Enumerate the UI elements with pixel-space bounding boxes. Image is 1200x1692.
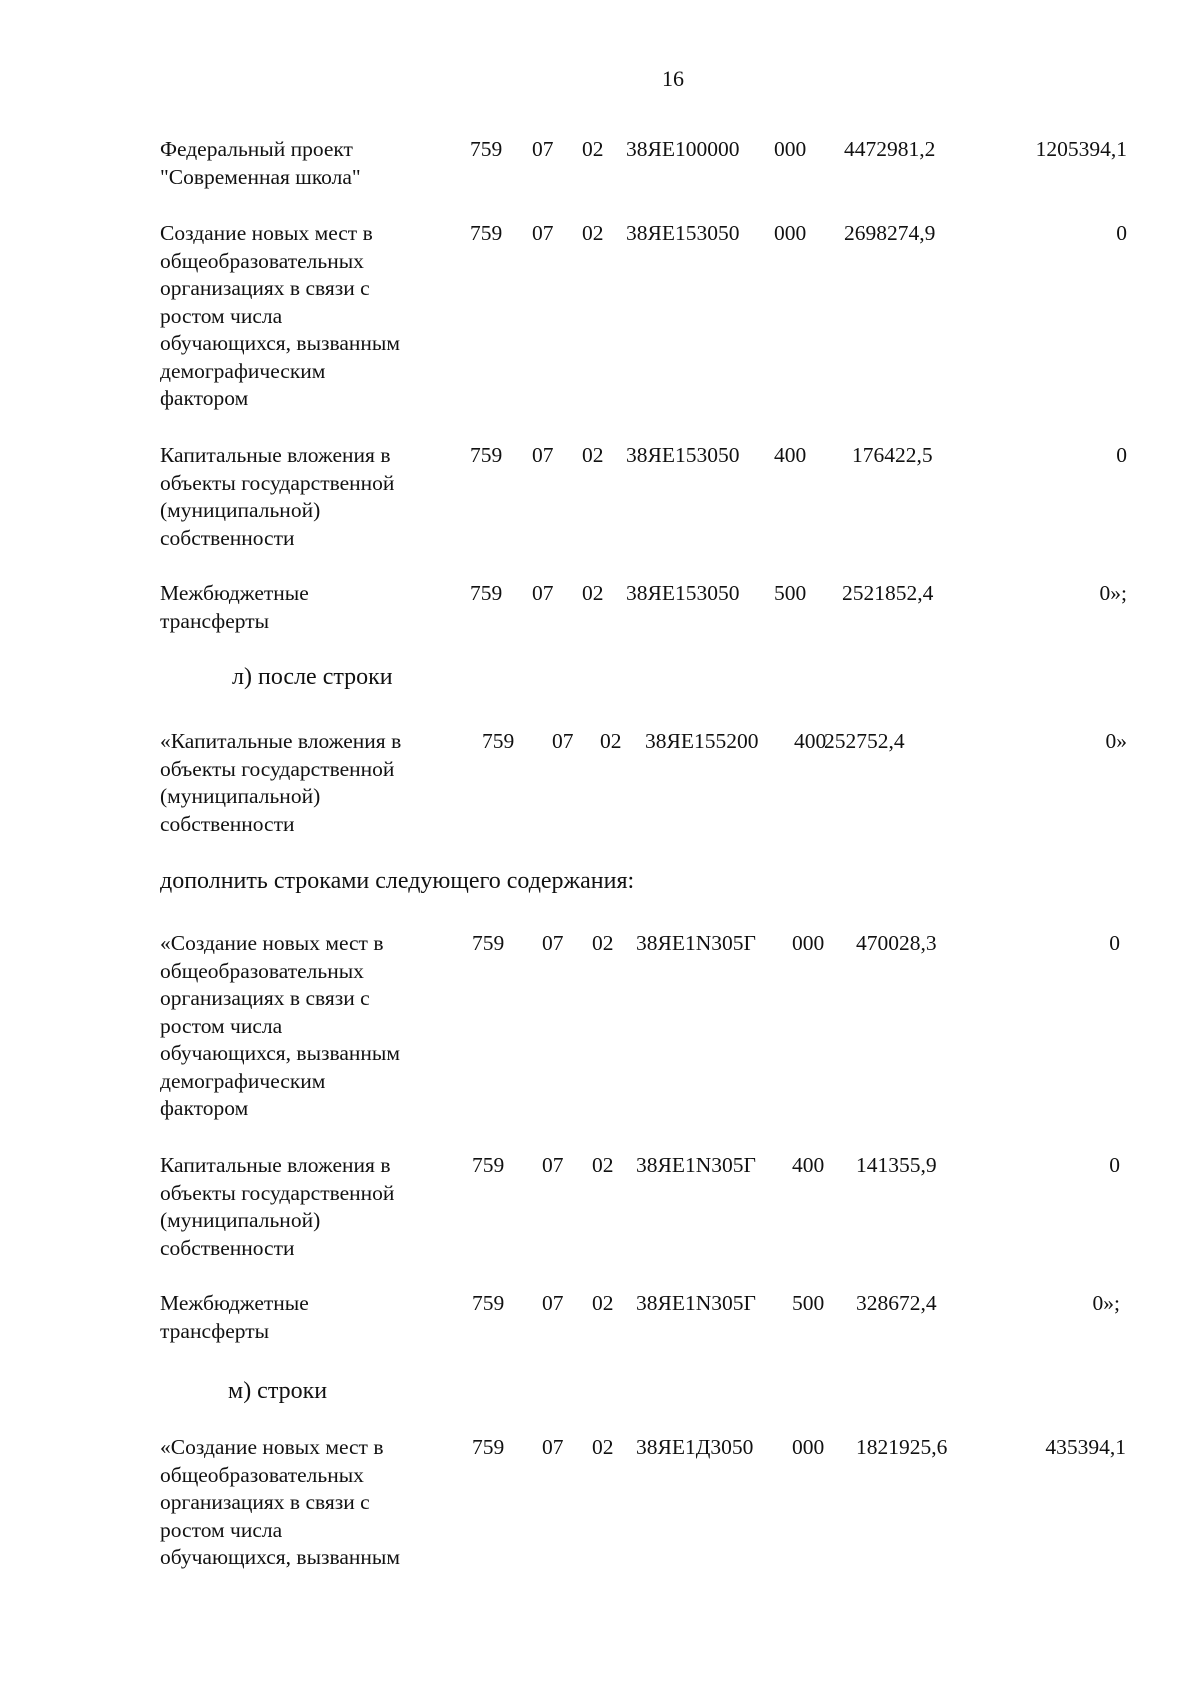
amount-year2: 435394,1 — [1045, 1435, 1126, 1459]
row-name-line: общеобразовательных — [160, 1462, 364, 1487]
amount-year1: 470028,3 — [856, 931, 937, 955]
target-code: 38ЯЕ153050 — [626, 581, 740, 605]
subsection-code: 02 — [592, 1435, 614, 1459]
row-name-line: ростом числа — [160, 303, 283, 328]
expense-type-code: 400 — [792, 1153, 825, 1177]
heading-rows: м) строки — [228, 1378, 328, 1404]
amount-year2: 0 — [1109, 1153, 1120, 1177]
target-code: 38ЯЕ155200 — [645, 729, 759, 753]
section-code: 07 — [542, 1153, 564, 1177]
row-name-line: Капитальные вложения в — [160, 443, 391, 467]
row-name-line: обучающихся, вызванным — [160, 1545, 400, 1569]
row-name-line: Капитальные вложения в — [160, 1153, 391, 1177]
expense-type-code: 400 — [774, 443, 807, 467]
amount-year1: 4472981,2 — [844, 137, 936, 161]
row-name — [160, 1434, 450, 1572]
amount-year1: 1821925,6 — [856, 1435, 948, 1459]
row-name — [160, 728, 450, 838]
section-code: 07 — [532, 443, 554, 467]
row-name-line: Федеральный проект — [160, 137, 353, 161]
section-code: 07 — [542, 1435, 564, 1459]
expense-type-code: 000 — [774, 221, 807, 245]
row-name-line: организациях в связи с — [160, 986, 370, 1010]
row-name-line: объекты государственной — [160, 470, 395, 495]
target-code: 38ЯЕ153050 — [626, 221, 740, 245]
row-name — [160, 1290, 450, 1345]
heading-add-rows: дополнить строками следующего содержания: — [160, 868, 635, 894]
row-name — [160, 1152, 450, 1262]
row-name-line: организациях в связи с — [160, 1490, 370, 1514]
row-name-line: собственности — [160, 1235, 295, 1260]
row-name-line: "Современная школа" — [160, 164, 361, 189]
row-name — [160, 220, 450, 413]
subsection-code: 02 — [592, 1153, 614, 1177]
expense-type-code: 500 — [792, 1291, 825, 1315]
row-name-line: демографическим — [160, 358, 326, 383]
row-name-line: организациях в связи с — [160, 276, 370, 300]
row-name-line: (муниципальной) — [160, 498, 321, 522]
ministry-code: 759 — [472, 931, 505, 955]
ministry-code: 759 — [470, 443, 503, 467]
row-name — [160, 136, 450, 191]
amount-year2: 1205394,1 — [1035, 137, 1127, 161]
page-number: 16 — [662, 66, 684, 91]
row-name-line: (муниципальной) — [160, 1208, 321, 1232]
row-name-line: трансферты — [160, 1318, 270, 1343]
subsection-code: 02 — [592, 931, 614, 955]
amount-year1: 328672,4 — [856, 1291, 937, 1315]
amount-year2: 0 — [1116, 221, 1127, 245]
row-name-line: общеобразовательных — [160, 248, 364, 273]
section-code: 07 — [532, 581, 554, 605]
target-code: 38ЯЕ1N305Г — [636, 1291, 756, 1315]
row-name — [160, 930, 450, 1123]
row-name-line: демографическим — [160, 1068, 326, 1093]
subsection-code: 02 — [582, 137, 604, 161]
row-name-line: (муниципальной) — [160, 784, 321, 808]
ministry-code: 759 — [472, 1291, 505, 1315]
row-name-line: собственности — [160, 525, 295, 550]
row-name — [160, 580, 450, 635]
row-name-line: ростом числа — [160, 1013, 283, 1038]
section-code: 07 — [542, 931, 564, 955]
amount-year2: 0» — [1105, 729, 1127, 753]
row-name-line: Межбюджетные — [160, 581, 309, 605]
row-name-line: «Капитальные вложения в — [160, 729, 402, 753]
ministry-code: 759 — [470, 137, 503, 161]
section-code: 07 — [532, 221, 554, 245]
amount-year2: 0 — [1109, 931, 1120, 955]
expense-type-code: 000 — [792, 931, 825, 955]
expense-type-code: 500 — [774, 581, 807, 605]
section-code: 07 — [532, 137, 554, 161]
section-code: 07 — [542, 1291, 564, 1315]
row-name-line: Межбюджетные — [160, 1291, 309, 1315]
row-name-line: общеобразовательных — [160, 958, 364, 983]
row-name-line: собственности — [160, 811, 295, 836]
row-name-line: объекты государственной — [160, 756, 395, 781]
target-code: 38ЯЕ1Д3050 — [636, 1435, 754, 1459]
row-name-line: «Создание новых мест в — [160, 1435, 384, 1459]
row-name-line: обучающихся, вызванным — [160, 1041, 400, 1065]
target-code: 38ЯЕ153050 — [626, 443, 740, 467]
subsection-code: 02 — [582, 221, 604, 245]
ministry-code: 759 — [470, 221, 503, 245]
amount-year1: 2698274,9 — [844, 221, 936, 245]
heading-after-row: л) после строки — [232, 664, 393, 690]
ministry-code: 759 — [482, 729, 515, 753]
row-name-line: ростом числа — [160, 1517, 283, 1542]
target-code: 38ЯЕ1N305Г — [636, 931, 756, 955]
subsection-code: 02 — [582, 581, 604, 605]
row-name — [160, 442, 450, 552]
target-code: 38ЯЕ100000 — [626, 137, 740, 161]
row-name-line: объекты государственной — [160, 1180, 395, 1205]
amount-year1: 141355,9 — [856, 1153, 937, 1177]
row-name-line: обучающихся, вызванным — [160, 331, 400, 355]
row-name-line: «Создание новых мест в — [160, 931, 384, 955]
target-code: 38ЯЕ1N305Г — [636, 1153, 756, 1177]
row-name-line: трансферты — [160, 608, 270, 633]
expense-type-code: 400 — [794, 729, 827, 753]
expense-type-code: 000 — [774, 137, 807, 161]
row-name-line: фактором — [160, 386, 249, 410]
amount-year1: 176422,5 — [852, 443, 933, 467]
subsection-code: 02 — [592, 1291, 614, 1315]
subsection-code: 02 — [582, 443, 604, 467]
row-name-line: фактором — [160, 1096, 249, 1120]
expense-type-code: 000 — [792, 1435, 825, 1459]
amount-year2: 0»; — [1099, 581, 1127, 605]
subsection-code: 02 — [600, 729, 622, 753]
ministry-code: 759 — [472, 1435, 505, 1459]
ministry-code: 759 — [470, 581, 503, 605]
ministry-code: 759 — [472, 1153, 505, 1177]
amount-year2: 0 — [1116, 443, 1127, 467]
amount-year1: 2521852,4 — [842, 581, 934, 605]
section-code: 07 — [552, 729, 574, 753]
row-name-line: Создание новых мест в — [160, 221, 373, 245]
amount-year2: 0»; — [1092, 1291, 1120, 1315]
amount-year1: 252752,4 — [824, 729, 905, 753]
